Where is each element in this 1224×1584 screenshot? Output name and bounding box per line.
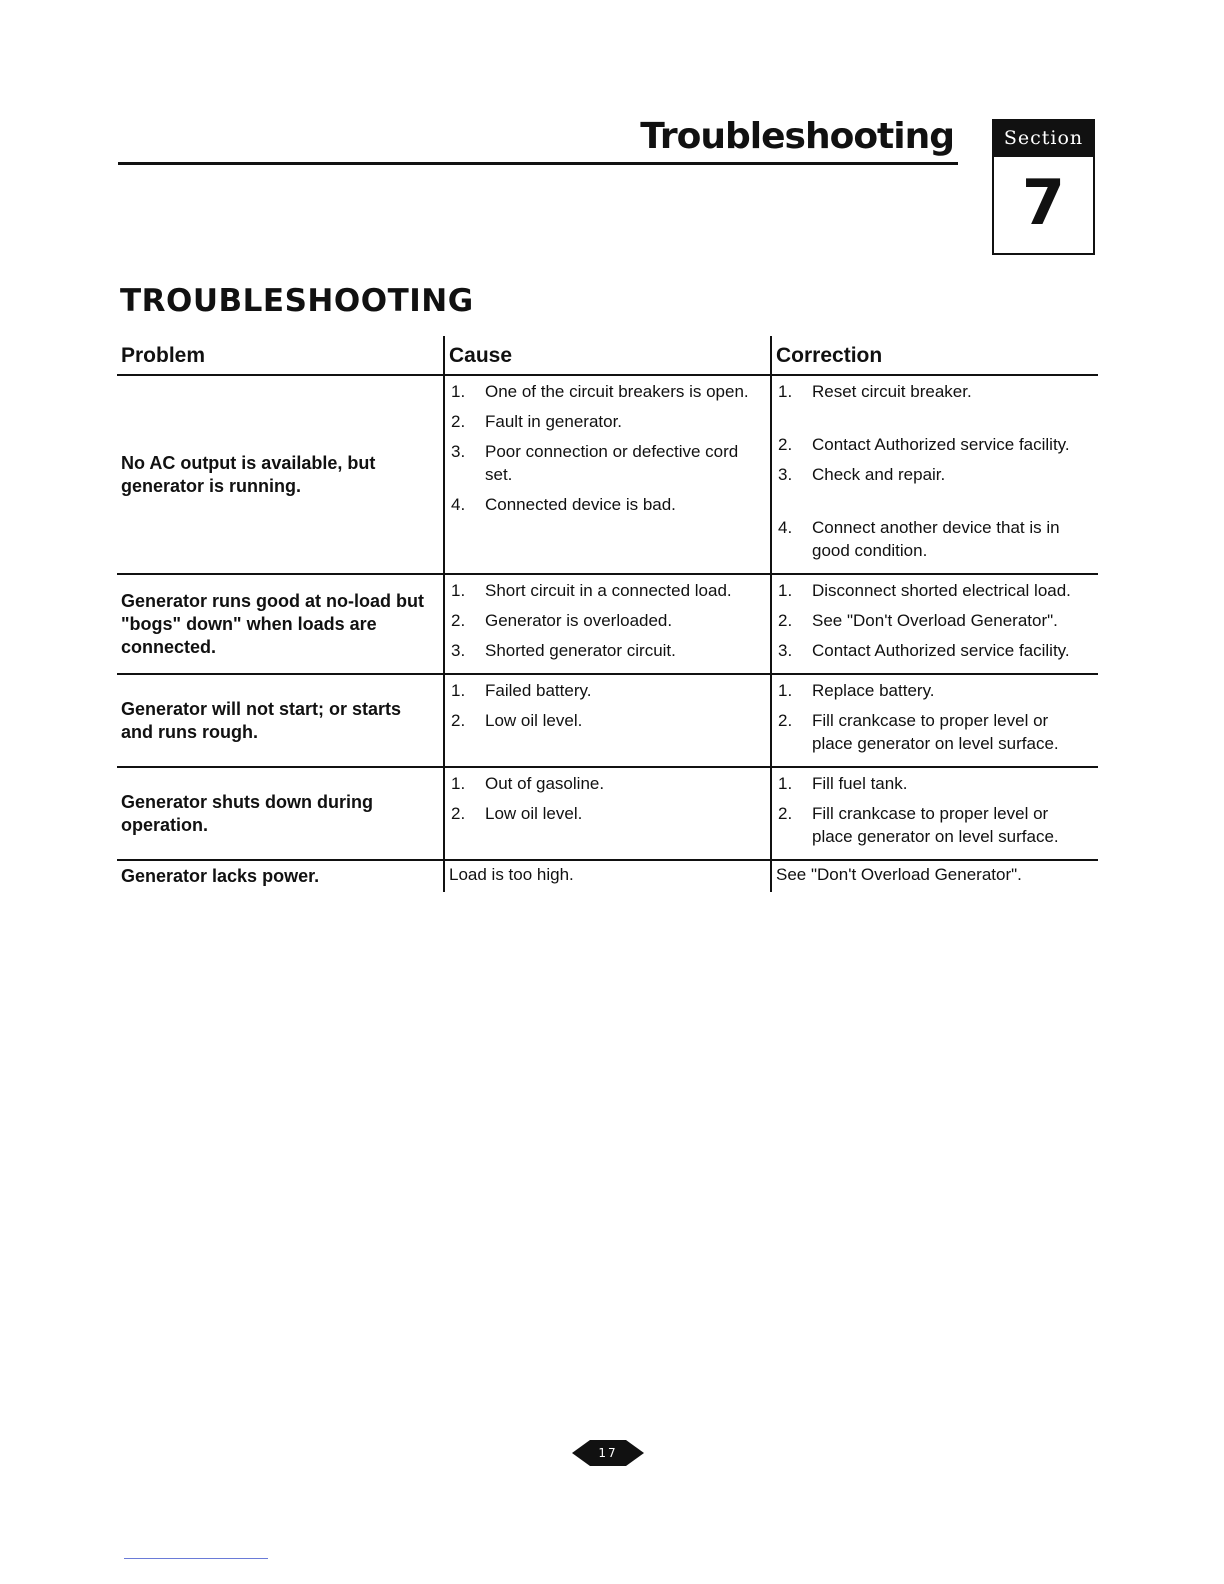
cause-item: 1. Out of gasoline. <box>451 774 605 793</box>
correction-text: See "Don't Overload Generator". <box>776 865 1022 884</box>
cause-item: 3. Shorted generator circuit. <box>451 641 676 660</box>
problem-cell: No AC output is available, but generator is running. <box>117 375 444 574</box>
cause-item: 2. Low oil level. <box>451 804 583 823</box>
cause-item: 4. Connected device is bad. <box>451 495 676 514</box>
table-row <box>117 674 1098 767</box>
cause-item: 2. Low oil level. <box>451 711 583 730</box>
page-heading: TROUBLESHOOTING <box>120 283 474 319</box>
page-number: 17 <box>598 1446 618 1460</box>
correction-item: 4. Connect another device that is in good condition. <box>778 518 1060 560</box>
correction-item: 1. Fill fuel tank. <box>778 774 908 793</box>
cause-item: 2. Fault in generator. <box>451 412 623 431</box>
cause-cell <box>444 375 771 574</box>
footer-rule <box>124 1558 268 1559</box>
correction-item: 2. See "Don't Overload Generator". <box>778 611 1058 630</box>
header-rule <box>118 162 958 165</box>
section-badge <box>992 119 1095 255</box>
cause-cell <box>444 674 771 767</box>
cause-cell <box>444 767 771 860</box>
table-header-row <box>117 336 1098 375</box>
correction-item: 3. Check and repair. <box>778 465 946 484</box>
correction-cell <box>771 674 1098 767</box>
table-row <box>117 375 1098 574</box>
table-row <box>117 767 1098 860</box>
correction-item: 1. Reset circuit breaker. <box>778 382 972 401</box>
problem-cell: Generator lacks power. <box>121 866 320 886</box>
table-row <box>117 860 1098 892</box>
section-number: 7 <box>1021 166 1066 239</box>
cause-item: 1. Failed battery. <box>451 681 592 700</box>
cause-item: 1. One of the circuit breakers is open. <box>451 382 749 401</box>
cause-item: 3. Poor connection or defective cord set. <box>451 442 739 484</box>
cause-item: 1. Short circuit in a connected load. <box>451 581 732 600</box>
correction-item: 2. Fill crankcase to proper level or place generator on level surface. <box>778 804 1059 846</box>
correction-cell <box>771 860 1098 892</box>
correction-item: 3. Contact Authorized service facility. <box>778 641 1070 660</box>
table-row <box>117 574 1098 674</box>
cause-cell <box>444 860 771 892</box>
section-label: Section <box>994 121 1093 157</box>
problem-cell: Generator shuts down during operation. <box>117 767 444 860</box>
correction-item: 1. Disconnect shorted electrical load. <box>778 581 1071 600</box>
correction-item: 2. Fill crankcase to proper level or place generator on level surface. <box>778 711 1059 753</box>
column-header-cause: Cause <box>444 336 771 375</box>
problem-cell: Generator will not start; or starts and runs rough. <box>117 674 444 767</box>
column-header-correction: Correction <box>771 336 1098 375</box>
correction-cell <box>771 767 1098 860</box>
cause-item: 2. Generator is overloaded. <box>451 611 673 630</box>
cause-text: Load is too high. <box>449 865 574 884</box>
header-title: Troubleshooting <box>640 116 954 157</box>
correction-item: 2. Contact Authorized service facility. <box>778 435 1070 454</box>
cause-cell <box>444 574 771 674</box>
column-header-problem: Problem <box>117 336 444 375</box>
problem-cell: Generator runs good at no-load but "bogs" down" when loads are connected. <box>117 574 444 674</box>
correction-cell <box>771 375 1098 574</box>
page-number-badge <box>572 1436 644 1470</box>
troubleshooting-table <box>117 336 1098 892</box>
correction-cell <box>771 574 1098 674</box>
correction-item: 1. Replace battery. <box>778 681 935 700</box>
